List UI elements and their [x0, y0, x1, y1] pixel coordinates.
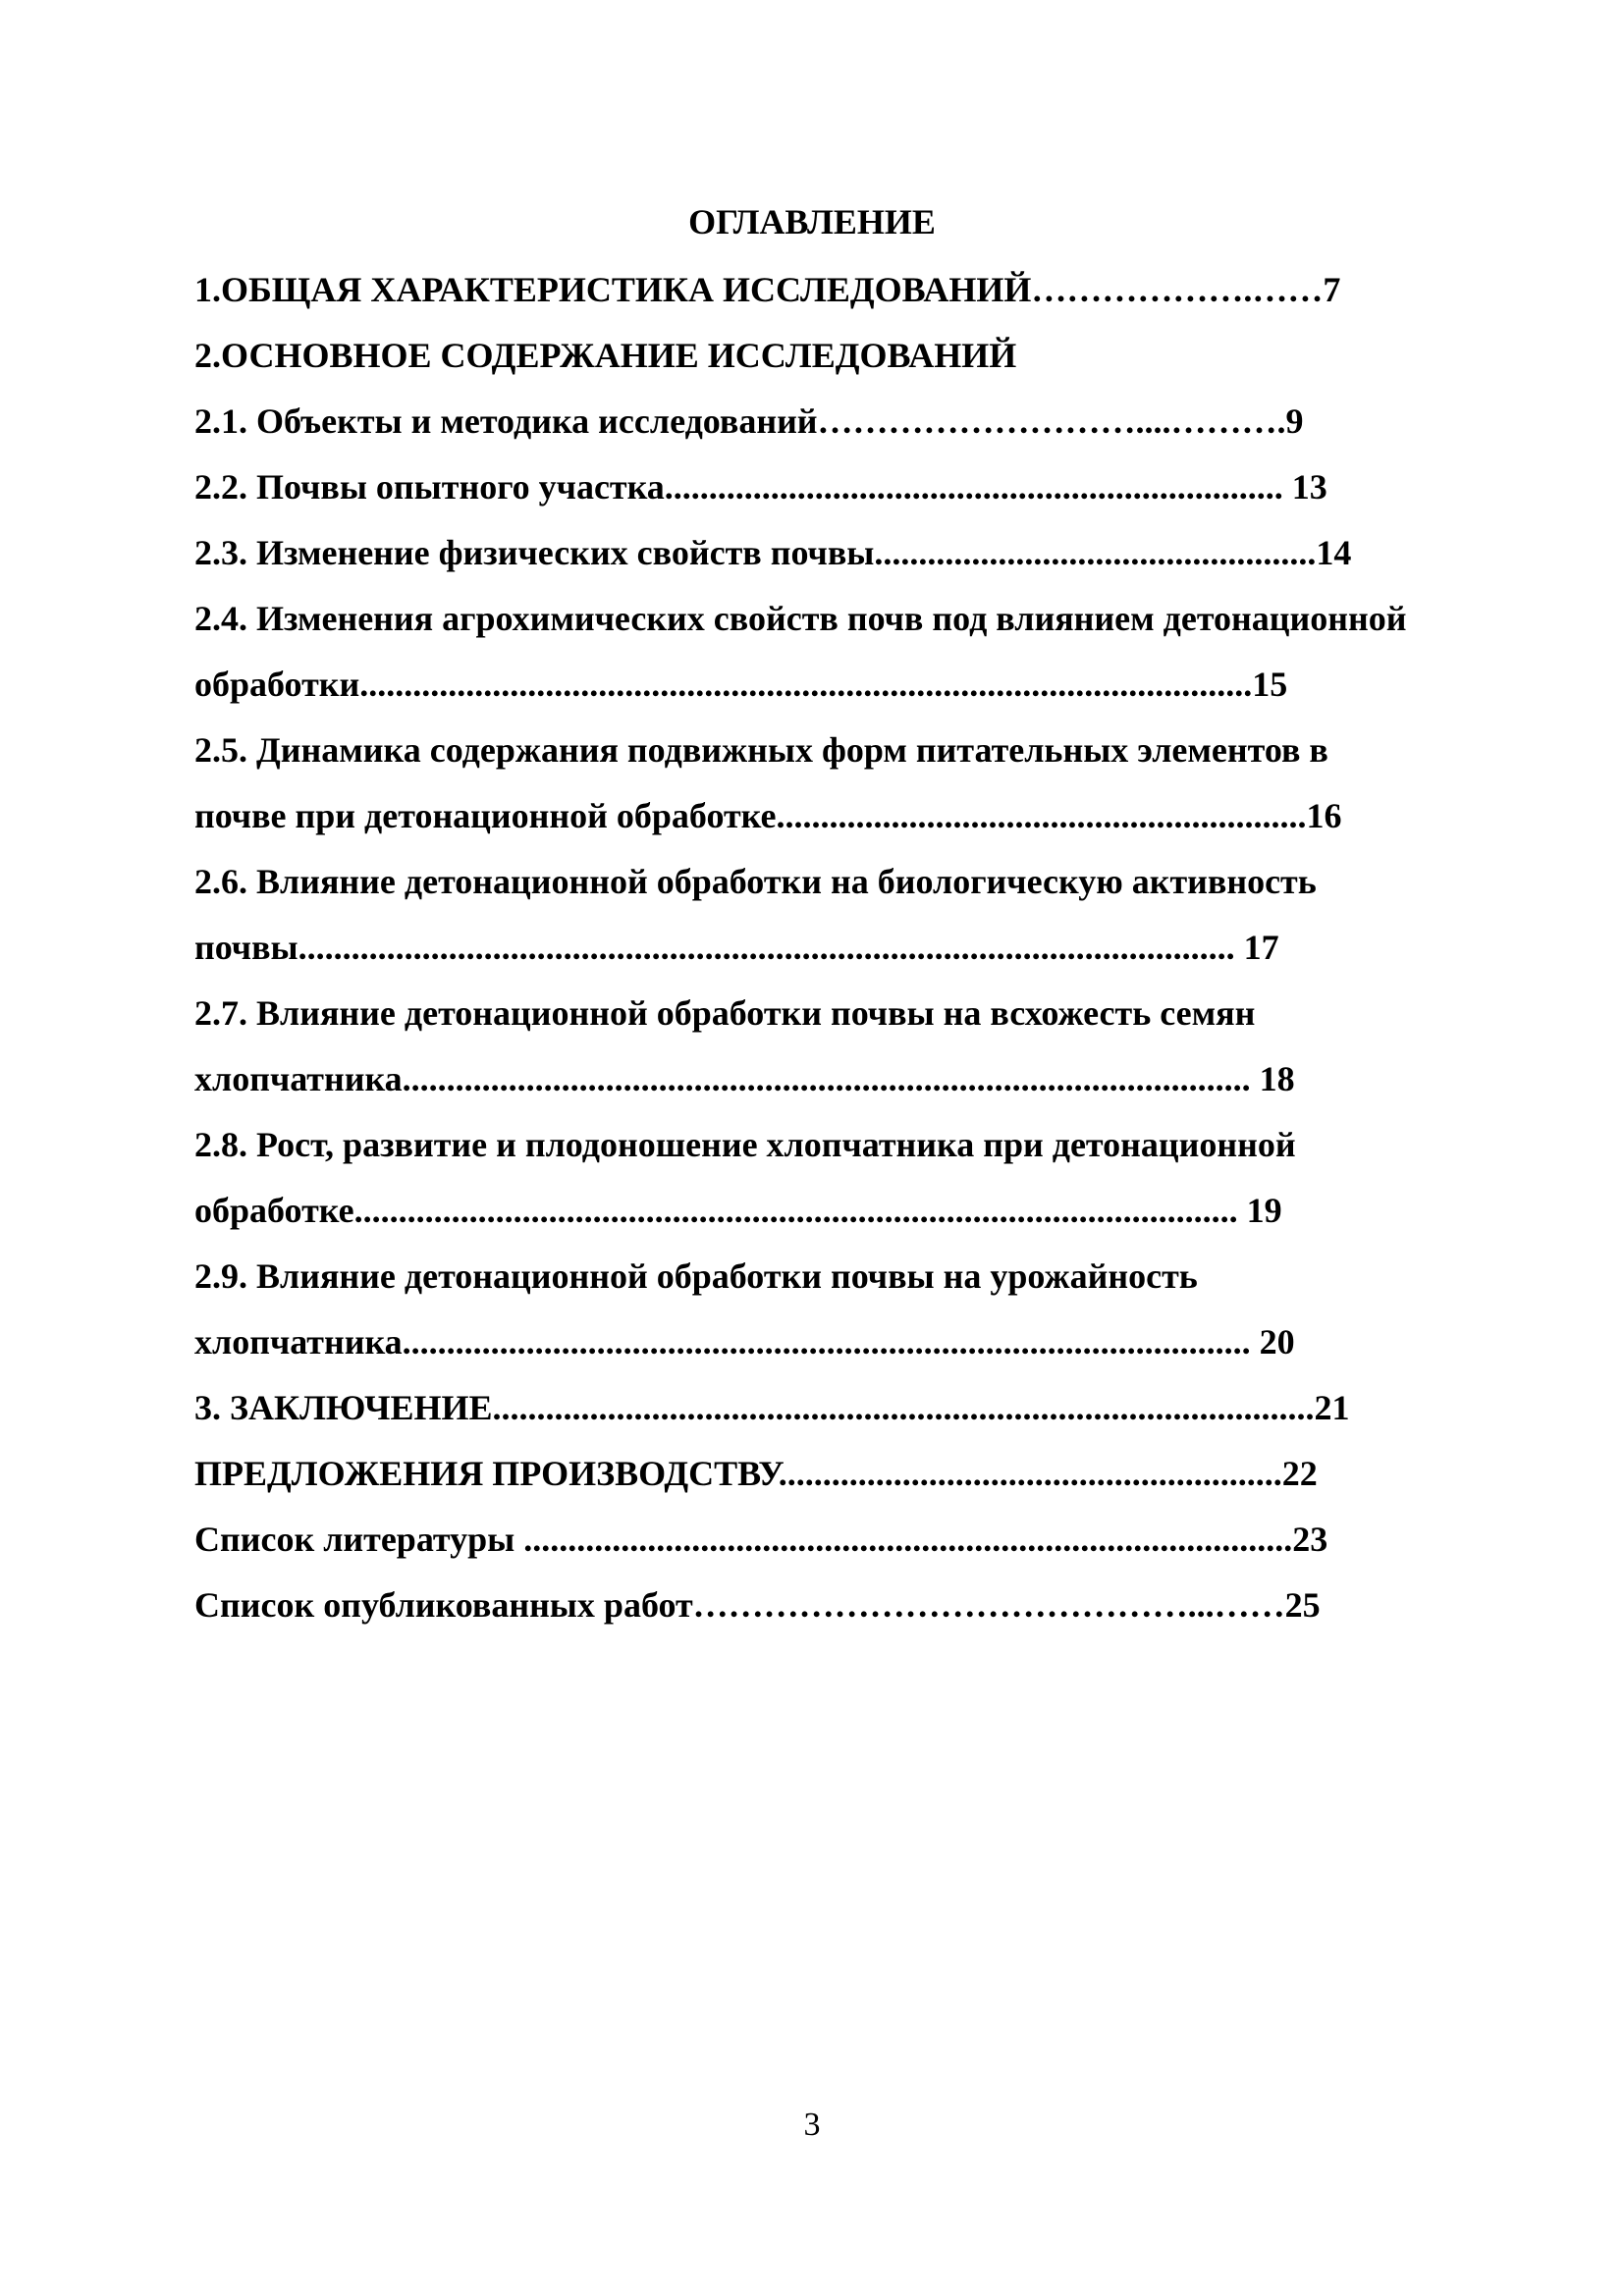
table-of-contents: [194, 257, 1540, 1638]
toc-entry-references: Список литературы .......................................................................................23: [194, 1520, 1328, 1559]
toc-entry-2-3: 2.3. Изменение физических свойств почвы..................................................14: [194, 533, 1352, 572]
toc-entry-2-8-line2: обработке.................................................................................................... 19: [194, 1191, 1282, 1230]
toc-entry-2-2: 2.2. Почвы опытного участка...................................................................... 13: [194, 467, 1327, 507]
toc-entry-2: 2.ОСНОВНОЕ СОДЕРЖАНИЕ ИССЛЕДОВАНИЙ: [194, 336, 1017, 375]
toc-entry-2-7-line1: 2.7. Влияние детонационной обработки почвы на всхожесть семян: [194, 993, 1256, 1033]
toc-entry-2-1: 2.1. Объекты и методика исследований………………………....……….9: [194, 401, 1304, 441]
toc-entry-2-9-line2: хлопчатника................................................................................................ 20: [194, 1322, 1295, 1362]
toc-entry-2-8-line1: 2.8. Рост, развитие и плодоношение хлопчатника при детонационной: [194, 1125, 1296, 1164]
toc-entry-2-4-line2: обработки.....................................................................................................15: [194, 665, 1288, 704]
toc-entry-2-9-line1: 2.9. Влияние детонационной обработки почвы на урожайность: [194, 1256, 1198, 1296]
toc-entry-2-5-line1: 2.5. Динамика содержания подвижных форм питательных элементов в: [194, 730, 1328, 770]
toc-entry-3: 3. ЗАКЛЮЧЕНИЕ.............................................................................................21: [194, 1388, 1350, 1427]
toc-entry-1: 1.ОБЩАЯ ХАРАКТЕРИСТИКА ИССЛЕДОВАНИЙ……………….……7: [194, 270, 1341, 309]
toc-title: ОГЛАВЛЕНИЕ: [688, 202, 936, 241]
toc-entry-proposals: ПРЕДЛОЖЕНИЯ ПРОИЗВОДСТВУ.........................................................22: [194, 1454, 1318, 1493]
toc-entry-publications: Список опубликованных работ……………………………………...……25: [194, 1585, 1321, 1625]
page-number: 3: [803, 2107, 821, 2143]
toc-entry-2-5-line2: почве при детонационной обработке............................................................16: [194, 796, 1342, 835]
toc-entry-2-7-line2: хлопчатника................................................................................................ 18: [194, 1059, 1295, 1098]
toc-entry-2-6-line2: почвы.......................................................................................................... 17: [194, 928, 1279, 967]
toc-entry-2-4-line1: 2.4. Изменения агрохимических свойств почв под влиянием детонационной: [194, 599, 1407, 638]
toc-entry-2-6-line1: 2.6. Влияние детонационной обработки на биологическую активность: [194, 862, 1317, 901]
